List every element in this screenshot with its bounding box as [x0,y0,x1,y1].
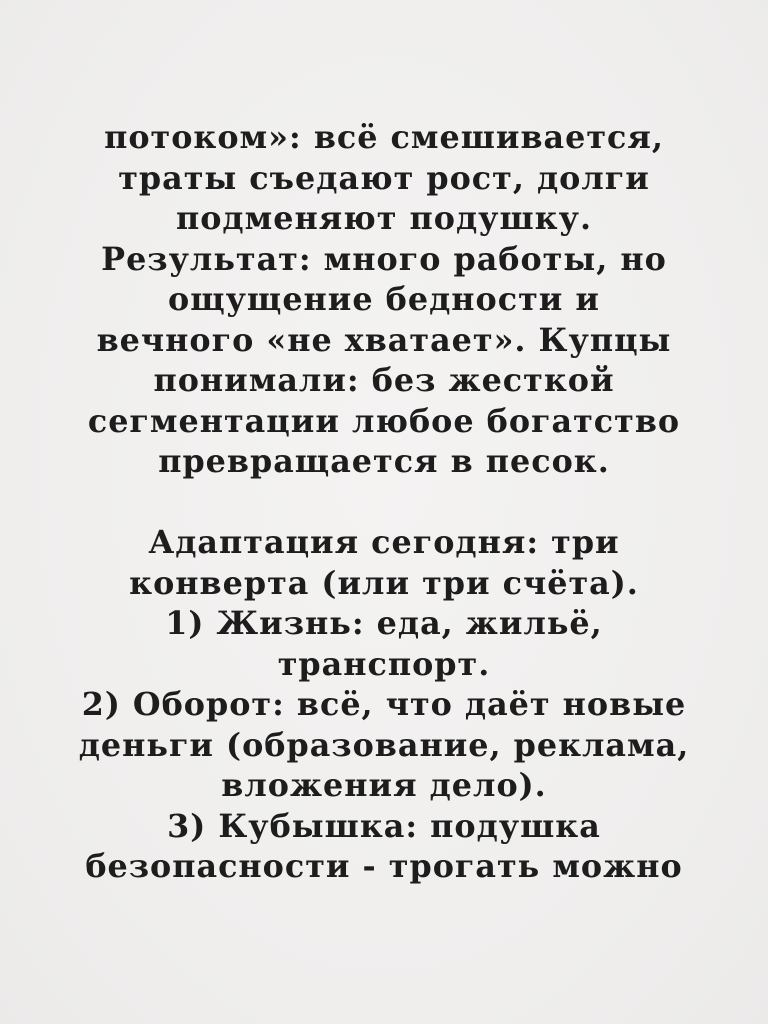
paragraph-gap [0,483,768,524]
text-line: вложения дело). [221,767,547,804]
text-line: безопасности - трогать можно [85,848,683,885]
text-line: траты съедают рост, долги [118,159,650,197]
paragraph-1 [0,118,768,483]
text-line: сегментации любое богатство [87,402,681,440]
text-line: Результат: много работы, но [101,240,667,278]
text-line: транспорт. [277,645,491,683]
text-line: подменяют подушку. [175,200,593,237]
text-line: Адаптация сегодня: три [148,524,620,561]
body-text [0,118,768,888]
list-item-reserve: 3) Кубышка: подушка [167,807,601,845]
list-item-life: 1) Жизнь: еда, жильё, [165,605,603,642]
text-line: превращается в песок. [158,443,610,480]
list-item-turnover: 2) Оборот: всё, что даёт новые [81,686,687,723]
paragraph-2 [0,523,768,888]
text-line: конверта (или три счёта). [129,564,639,602]
text-line: ощущение бедности и [168,281,600,318]
text-line: потоком»: всё смешивается, [104,119,664,156]
text-line: деньги (образование, реклама, [78,726,690,764]
text-line: вечного «не хватает». Купцы [96,321,672,359]
text-line: понимали: без жесткой [153,362,615,399]
